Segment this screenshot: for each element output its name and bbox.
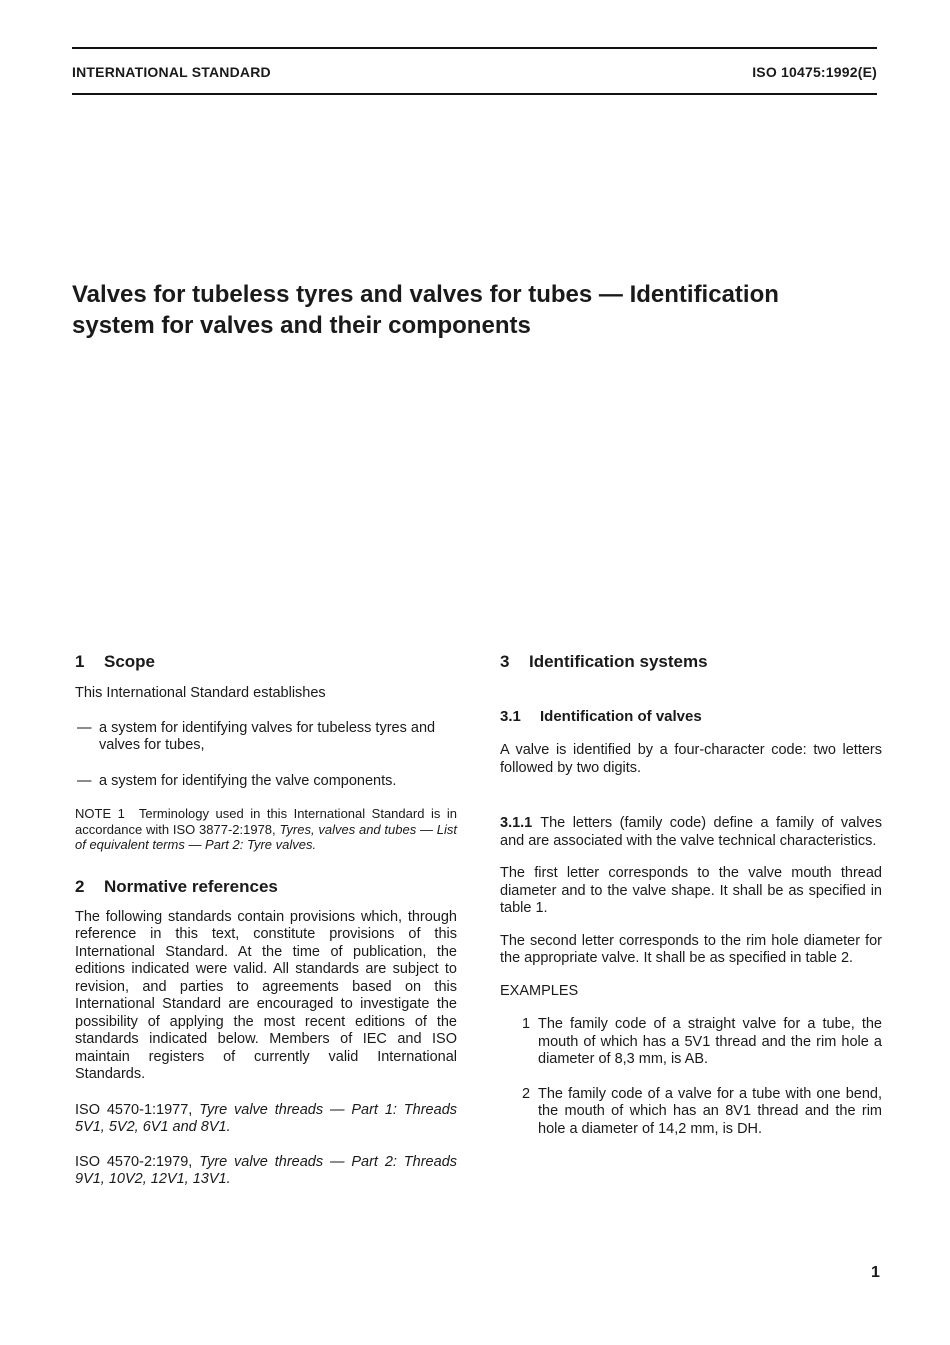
section-1-heading bbox=[75, 650, 457, 674]
clause-3-1-1-number: 3.1.1 bbox=[500, 815, 533, 831]
subsection-3-1-heading bbox=[500, 706, 882, 728]
normative-references-body: The following standards contain provisions which, through reference in this text, constitute provisions of this International Standard. At the time of publication, the editions indicated were valid. All standards are subject to revision, and parties to agreements based on this International Standard are encouraged to investigate the possibility of applying the most recent editions of the standards indicated below. Members of IEC and ISO maintain registers of currently valid International Standards. bbox=[75, 908, 457, 1082]
note-1 bbox=[75, 806, 457, 853]
reference-id: ISO 4570-1:1977, bbox=[75, 1101, 193, 1118]
note-text: Terminology used in this International Standard is in accordance with ISO 3877-2:1978, bbox=[75, 806, 457, 837]
reference-item bbox=[75, 1154, 457, 1189]
section-2-number: 2 bbox=[75, 876, 85, 896]
clause-3-1-1-para-1 bbox=[500, 815, 882, 850]
example-item bbox=[500, 1016, 882, 1069]
header-rule-bottom bbox=[72, 93, 877, 95]
examples-label: EXAMPLES bbox=[500, 982, 579, 999]
left-column bbox=[75, 650, 457, 1189]
scope-intro: This International Standard establishes bbox=[75, 685, 326, 701]
reference-id: ISO 4570-2:1979, bbox=[75, 1153, 193, 1170]
right-column bbox=[500, 650, 882, 1138]
section-2-heading bbox=[75, 875, 457, 899]
note-label: NOTE 1 bbox=[75, 806, 125, 821]
reference-title: Tyre valve threads — Part 1: Threads 5V1, 5V2, 6V1 and 8V1. bbox=[75, 1101, 458, 1135]
clause-3-1-1-para-3: The second letter corresponds to the rim hole diameter for the appropriate valve. It shall be as specified in table 2. bbox=[500, 932, 882, 966]
note-italic-reference: Tyres, valves and tubes — List of equivalent terms — Part 2: Tyre valves. bbox=[75, 821, 457, 852]
example-number: 2 bbox=[522, 1085, 531, 1102]
title-line-1: Valves for tubeless tyres and valves for tubes — Identification bbox=[72, 281, 779, 308]
list-dash: — bbox=[77, 719, 92, 736]
section-3-heading bbox=[500, 650, 882, 674]
scope-item-text: a system for identifying valves for tubeless tyres and valves for tubes, bbox=[99, 719, 436, 753]
scope-item-text: a system for identifying the valve components. bbox=[99, 772, 397, 789]
header-standard-number: ISO 10475:1992(E) bbox=[752, 64, 877, 80]
example-text: The family code of a valve for a tube with one bend, the mouth of which has an 8V1 thread and the rim hole a diameter of 14,2 mm, is DH. bbox=[538, 1085, 882, 1137]
example-item bbox=[500, 1086, 882, 1139]
section-3-title: Identification systems bbox=[529, 652, 708, 671]
section-1-title: Scope bbox=[104, 652, 156, 671]
header-rule-top bbox=[72, 47, 877, 49]
subsection-3-1-number: 3.1 bbox=[500, 708, 521, 725]
section-1-number: 1 bbox=[75, 652, 85, 671]
list-dash: — bbox=[77, 772, 92, 789]
scope-list-item bbox=[75, 720, 457, 755]
example-number: 1 bbox=[522, 1016, 531, 1032]
clause-3-1-1-para-2: The first letter corresponds to the valve mouth thread diameter and to the valve shape. It shall be as specified in table 1. bbox=[500, 865, 882, 916]
subsection-3-1-body: A valve is identified by a four-character code: two letters followed by two digits. bbox=[500, 742, 882, 776]
header-document-type: INTERNATIONAL STANDARD bbox=[72, 64, 271, 80]
example-text: The family code of a straight valve for a tube, the mouth of which has a 5V1 thread and the rim hole a diameter of 8,3 mm, is AB. bbox=[538, 1016, 882, 1067]
clause-3-1-1-text: The letters (family code) define a family of valves and are associated with the valve technical characteristics. bbox=[500, 815, 882, 849]
section-2-title: Normative references bbox=[104, 876, 278, 896]
reference-title: Tyre valve threads — Part 2: Threads 9V1, 10V2, 12V1, 13V1. bbox=[75, 1153, 458, 1187]
subsection-3-1-title: Identification of valves bbox=[540, 708, 702, 725]
reference-item bbox=[75, 1102, 457, 1137]
document-title bbox=[72, 279, 872, 341]
page-number: 1 bbox=[871, 1264, 880, 1281]
scope-list-item bbox=[75, 773, 457, 791]
section-3-number: 3 bbox=[500, 652, 510, 671]
title-line-2: system for valves and their components bbox=[72, 312, 531, 339]
